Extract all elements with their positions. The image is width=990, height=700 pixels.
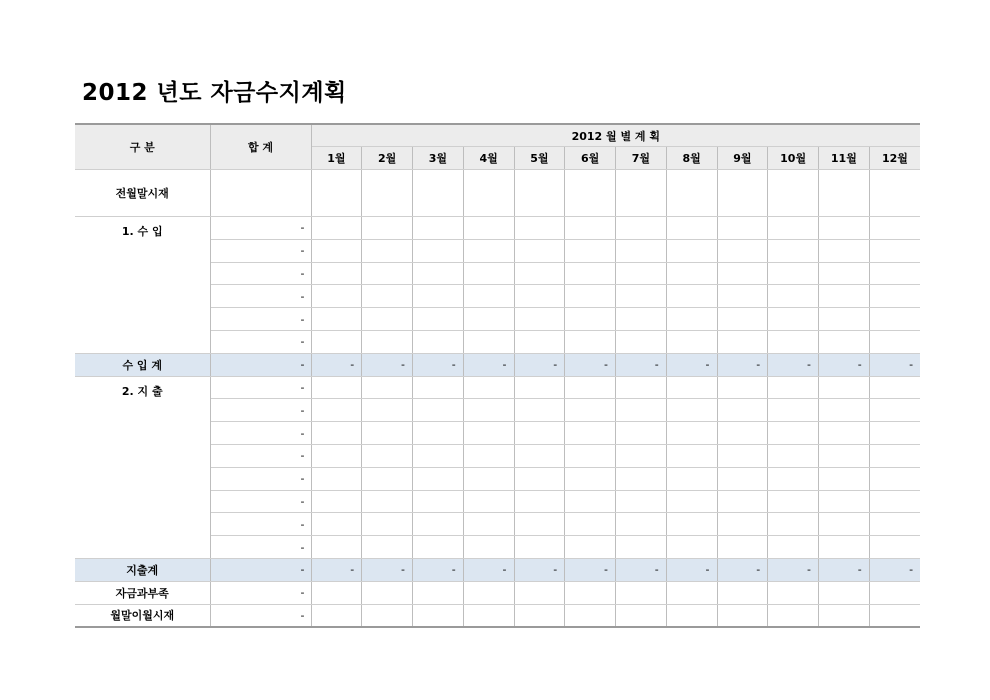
month-cell xyxy=(768,604,819,627)
header-month: 7월 xyxy=(616,147,667,170)
month-cell xyxy=(413,170,464,217)
month-cell xyxy=(869,331,920,354)
month-cell xyxy=(311,217,362,240)
month-cell xyxy=(616,239,667,262)
month-cell xyxy=(514,376,565,399)
total-cell: - xyxy=(210,490,311,513)
month-cell xyxy=(819,239,870,262)
month-cell xyxy=(869,376,920,399)
month-cell xyxy=(413,445,464,468)
month-cell xyxy=(413,467,464,490)
month-cell: - xyxy=(565,353,616,376)
month-cell: - xyxy=(666,353,717,376)
month-cell xyxy=(463,217,514,240)
total-cell: - xyxy=(210,513,311,536)
month-cell xyxy=(616,513,667,536)
month-cell xyxy=(413,513,464,536)
total-cell: - xyxy=(210,399,311,422)
month-cell xyxy=(666,604,717,627)
month-cell xyxy=(666,467,717,490)
month-cell xyxy=(819,331,870,354)
total-cell: - xyxy=(210,445,311,468)
month-cell xyxy=(869,422,920,445)
month-cell xyxy=(514,331,565,354)
month-cell xyxy=(819,217,870,240)
month-cell xyxy=(463,536,514,559)
month-cell xyxy=(362,308,413,331)
month-cell xyxy=(819,399,870,422)
month-cell xyxy=(565,399,616,422)
month-cell xyxy=(311,445,362,468)
month-cell: - xyxy=(362,353,413,376)
month-cell: - xyxy=(869,559,920,582)
month-cell xyxy=(565,536,616,559)
total-cell xyxy=(210,170,311,217)
month-cell xyxy=(768,170,819,217)
month-cell xyxy=(666,536,717,559)
month-cell xyxy=(666,490,717,513)
month-cell xyxy=(717,445,768,468)
header-monthly-plan: 2012 월 별 계 획 xyxy=(311,124,920,147)
month-cell xyxy=(616,399,667,422)
header-month: 9월 xyxy=(717,147,768,170)
month-cell xyxy=(616,422,667,445)
month-cell: - xyxy=(514,353,565,376)
month-cell xyxy=(616,262,667,285)
header-month: 11월 xyxy=(819,147,870,170)
month-cell xyxy=(311,239,362,262)
month-cell xyxy=(869,604,920,627)
month-cell xyxy=(616,467,667,490)
month-cell xyxy=(666,376,717,399)
month-cell xyxy=(565,467,616,490)
month-cell xyxy=(666,308,717,331)
month-cell: - xyxy=(869,353,920,376)
month-cell: - xyxy=(616,559,667,582)
month-cell: - xyxy=(311,559,362,582)
month-cell xyxy=(514,490,565,513)
month-cell xyxy=(869,513,920,536)
month-cell xyxy=(514,217,565,240)
month-cell xyxy=(362,399,413,422)
month-cell xyxy=(565,262,616,285)
month-cell xyxy=(463,604,514,627)
month-cell xyxy=(413,536,464,559)
month-cell xyxy=(311,604,362,627)
month-cell xyxy=(413,399,464,422)
month-cell xyxy=(717,422,768,445)
month-cell xyxy=(819,376,870,399)
month-cell xyxy=(565,513,616,536)
month-cell xyxy=(666,422,717,445)
month-cell xyxy=(819,170,870,217)
month-cell xyxy=(565,422,616,445)
header-row-1 xyxy=(75,124,920,147)
month-cell xyxy=(311,376,362,399)
month-cell: - xyxy=(717,559,768,582)
month-cell xyxy=(768,399,819,422)
month-cell xyxy=(514,170,565,217)
month-cell xyxy=(565,490,616,513)
month-cell: - xyxy=(616,353,667,376)
month-cell xyxy=(463,376,514,399)
month-cell xyxy=(768,376,819,399)
income-item-row xyxy=(75,217,920,240)
month-cell xyxy=(717,513,768,536)
month-cell xyxy=(311,285,362,308)
month-cell xyxy=(362,262,413,285)
month-cell xyxy=(362,445,413,468)
month-cell xyxy=(413,490,464,513)
month-cell xyxy=(819,467,870,490)
month-cell xyxy=(514,513,565,536)
month-cell xyxy=(717,536,768,559)
month-cell xyxy=(616,536,667,559)
total-cell: - xyxy=(210,422,311,445)
month-cell xyxy=(514,581,565,604)
month-cell xyxy=(869,170,920,217)
month-cell xyxy=(565,376,616,399)
month-cell xyxy=(362,170,413,217)
income-total-row xyxy=(75,353,920,376)
month-cell xyxy=(565,285,616,308)
total-cell: - xyxy=(210,604,311,627)
month-cell xyxy=(768,581,819,604)
header-category: 구 분 xyxy=(75,124,210,170)
month-cell xyxy=(717,376,768,399)
month-cell xyxy=(463,445,514,468)
month-cell xyxy=(768,467,819,490)
month-cell xyxy=(666,217,717,240)
total-cell: - xyxy=(210,308,311,331)
month-cell xyxy=(869,308,920,331)
month-cell xyxy=(869,285,920,308)
month-cell xyxy=(616,170,667,217)
month-cell xyxy=(666,513,717,536)
total-cell: - xyxy=(210,467,311,490)
month-cell xyxy=(717,262,768,285)
month-cell xyxy=(666,262,717,285)
month-cell xyxy=(463,422,514,445)
month-cell xyxy=(311,308,362,331)
header-total: 합 계 xyxy=(210,124,311,170)
month-cell xyxy=(717,581,768,604)
month-cell: - xyxy=(819,353,870,376)
month-cell xyxy=(768,285,819,308)
income-section-label: 1. 수 입 xyxy=(75,217,210,354)
month-cell xyxy=(311,513,362,536)
month-cell xyxy=(616,376,667,399)
month-cell xyxy=(565,239,616,262)
month-cell xyxy=(819,513,870,536)
month-cell xyxy=(311,170,362,217)
month-cell xyxy=(768,513,819,536)
month-cell: - xyxy=(514,559,565,582)
month-cell xyxy=(717,239,768,262)
month-cell xyxy=(819,308,870,331)
expense-section-label: 2. 지 출 xyxy=(75,376,210,558)
month-cell xyxy=(616,217,667,240)
month-cell xyxy=(311,422,362,445)
month-cell xyxy=(463,170,514,217)
month-cell xyxy=(819,581,870,604)
month-cell: - xyxy=(565,559,616,582)
month-cell xyxy=(869,581,920,604)
month-cell xyxy=(869,262,920,285)
month-cell xyxy=(819,445,870,468)
month-cell xyxy=(413,308,464,331)
month-cell xyxy=(514,467,565,490)
month-cell: - xyxy=(666,559,717,582)
month-cell xyxy=(768,490,819,513)
month-cell xyxy=(463,581,514,604)
month-cell: - xyxy=(413,353,464,376)
month-cell xyxy=(413,239,464,262)
income-total-label: 수 입 계 xyxy=(75,353,210,376)
month-cell xyxy=(565,445,616,468)
month-cell: - xyxy=(362,559,413,582)
opening-balance-row xyxy=(75,170,920,217)
month-cell xyxy=(616,445,667,468)
month-cell xyxy=(565,170,616,217)
month-cell xyxy=(717,308,768,331)
header-month: 3월 xyxy=(413,147,464,170)
month-cell xyxy=(463,399,514,422)
month-cell xyxy=(717,467,768,490)
month-cell xyxy=(768,331,819,354)
month-cell xyxy=(311,490,362,513)
total-cell: - xyxy=(210,262,311,285)
month-cell xyxy=(666,285,717,308)
month-cell xyxy=(311,536,362,559)
month-cell xyxy=(666,331,717,354)
month-cell: - xyxy=(311,353,362,376)
month-cell xyxy=(413,604,464,627)
month-cell xyxy=(616,490,667,513)
month-cell: - xyxy=(717,353,768,376)
month-cell xyxy=(362,513,413,536)
month-cell xyxy=(819,285,870,308)
total-cell: - xyxy=(210,331,311,354)
month-cell xyxy=(565,217,616,240)
month-cell xyxy=(666,399,717,422)
month-cell xyxy=(463,285,514,308)
month-cell xyxy=(463,239,514,262)
expense-total-row xyxy=(75,559,920,582)
month-cell xyxy=(717,604,768,627)
total-cell: - xyxy=(210,581,311,604)
month-cell xyxy=(362,581,413,604)
month-cell xyxy=(616,331,667,354)
month-cell: - xyxy=(819,559,870,582)
month-cell xyxy=(616,581,667,604)
month-cell xyxy=(869,445,920,468)
month-cell xyxy=(565,308,616,331)
month-cell xyxy=(717,331,768,354)
month-cell xyxy=(413,581,464,604)
month-cell xyxy=(514,536,565,559)
month-cell xyxy=(514,308,565,331)
month-cell xyxy=(565,581,616,604)
month-cell xyxy=(717,490,768,513)
month-cell xyxy=(362,467,413,490)
month-cell: - xyxy=(768,559,819,582)
month-cell xyxy=(616,308,667,331)
month-cell xyxy=(768,422,819,445)
total-cell: - xyxy=(210,536,311,559)
month-cell xyxy=(717,399,768,422)
month-cell xyxy=(413,376,464,399)
month-cell xyxy=(514,422,565,445)
page-title: 2012 년도 자금수지계획 xyxy=(82,80,347,106)
month-cell xyxy=(362,422,413,445)
header-month: 10월 xyxy=(768,147,819,170)
month-cell xyxy=(463,490,514,513)
month-cell xyxy=(362,490,413,513)
month-cell xyxy=(362,285,413,308)
month-cell xyxy=(311,581,362,604)
header-month: 6월 xyxy=(565,147,616,170)
month-cell xyxy=(869,399,920,422)
total-cell: - xyxy=(210,559,311,582)
month-cell xyxy=(768,536,819,559)
month-cell xyxy=(819,490,870,513)
month-cell xyxy=(768,262,819,285)
opening-balance-label: 전월말시재 xyxy=(75,170,210,217)
month-cell: - xyxy=(768,353,819,376)
month-cell xyxy=(463,262,514,285)
total-cell: - xyxy=(210,217,311,240)
month-cell xyxy=(819,262,870,285)
month-cell xyxy=(768,217,819,240)
month-cell xyxy=(565,331,616,354)
month-cell: - xyxy=(413,559,464,582)
month-cell xyxy=(463,331,514,354)
month-cell xyxy=(413,422,464,445)
header-month: 4월 xyxy=(463,147,514,170)
month-cell xyxy=(362,331,413,354)
header-month: 12월 xyxy=(869,147,920,170)
month-cell xyxy=(819,422,870,445)
month-cell xyxy=(463,467,514,490)
month-cell xyxy=(362,536,413,559)
month-cell xyxy=(514,399,565,422)
month-cell xyxy=(413,262,464,285)
header-month: 2월 xyxy=(362,147,413,170)
month-cell xyxy=(717,170,768,217)
month-cell xyxy=(362,376,413,399)
month-cell xyxy=(768,445,819,468)
month-cell xyxy=(768,239,819,262)
month-cell xyxy=(666,170,717,217)
month-cell xyxy=(869,239,920,262)
month-cell: - xyxy=(463,559,514,582)
month-cell xyxy=(666,445,717,468)
month-cell xyxy=(362,604,413,627)
month-cell xyxy=(514,262,565,285)
total-cell: - xyxy=(210,285,311,308)
month-cell xyxy=(819,536,870,559)
month-cell xyxy=(869,490,920,513)
total-cell: - xyxy=(210,376,311,399)
total-cell: - xyxy=(210,353,311,376)
month-cell xyxy=(616,604,667,627)
surplus-deficit-label: 자금과부족 xyxy=(75,581,210,604)
month-cell: - xyxy=(463,353,514,376)
month-cell xyxy=(311,262,362,285)
month-cell xyxy=(311,399,362,422)
header-month: 8월 xyxy=(666,147,717,170)
month-cell xyxy=(717,217,768,240)
month-cell xyxy=(311,331,362,354)
expense-item-row xyxy=(75,376,920,399)
month-cell xyxy=(413,285,464,308)
month-cell xyxy=(869,536,920,559)
header-month: 5월 xyxy=(514,147,565,170)
month-cell xyxy=(463,308,514,331)
month-cell xyxy=(413,331,464,354)
month-cell xyxy=(362,217,413,240)
month-cell xyxy=(362,239,413,262)
month-cell xyxy=(565,604,616,627)
month-cell xyxy=(869,217,920,240)
expense-total-label: 지출계 xyxy=(75,559,210,582)
month-cell xyxy=(869,467,920,490)
month-cell xyxy=(666,239,717,262)
month-cell xyxy=(311,467,362,490)
month-cell xyxy=(413,217,464,240)
fund-plan-table xyxy=(75,123,920,628)
surplus-deficit-row xyxy=(75,581,920,604)
header-month: 1월 xyxy=(311,147,362,170)
month-cell xyxy=(666,581,717,604)
month-cell xyxy=(463,513,514,536)
month-cell xyxy=(514,239,565,262)
month-cell xyxy=(514,445,565,468)
month-cell xyxy=(616,285,667,308)
closing-balance-label: 월말이월시재 xyxy=(75,604,210,627)
closing-balance-row xyxy=(75,604,920,627)
month-cell xyxy=(717,285,768,308)
month-cell xyxy=(768,308,819,331)
month-cell xyxy=(514,285,565,308)
month-cell xyxy=(514,604,565,627)
month-cell xyxy=(819,604,870,627)
total-cell: - xyxy=(210,239,311,262)
